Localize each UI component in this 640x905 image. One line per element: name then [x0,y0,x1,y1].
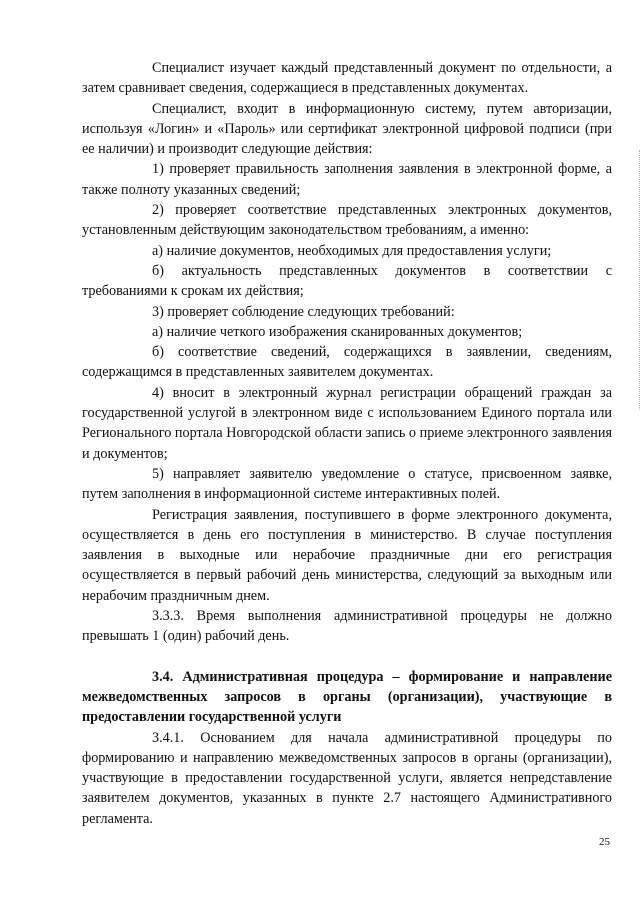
paragraph: Специалист, входит в информационную систему, путем авторизации, используя «Логин» и «Пароль» или сертификат электронной цифровой подписи (при ее наличии) и производит следующие действия: [82,100,612,158]
document-page [82,58,612,829]
paragraph: 3.4.1. Основанием для начала административной процедуры по формированию и направлению межведомственных запросов в органы (организации), участвующие в предоставлении государственной услуги, является непредставление заявителем документов, указанных в пункте 2.7 настоящего Административного регламента. [82,729,612,827]
paragraph: Специалист изучает каждый представленный документ по отдельности, а затем сравнивает сведения, содержащиеся в представленных документах. [82,60,612,97]
sub-list-item: а) наличие четкого изображения сканированных документов; [152,323,523,340]
list-item: 5) направляет заявителю уведомление о статусе, присвоенном заявке, путем заполнения в информационной системе интерактивных полей. [82,465,612,503]
list-item: 2) проверяет соответствие представленных электронных документов, установленным действующим законодательством требованиям, а именно: [82,202,612,239]
list-item: 3) проверяет соблюдение следующих требований: [152,303,455,320]
list-item: 4) вносит в электронный журнал регистрации обращений граждан за государственной услугой в электронном виде с использованием Единого портала или Регионального портала Новгородской области запись о приеме электронного заявления и документов; [82,384,612,462]
paragraph: 3.3.3. Время выполнения административной процедуры не должно превышать 1 (один) рабочий день. [82,608,612,645]
sub-list-item: б) соответствие сведений, содержащихся в заявлении, сведениям, содержащимся в представленных заявителем документах. [82,344,612,381]
scan-edge-marks [635,150,640,410]
page-number: 25 [599,836,610,848]
section-heading: 3.4. Административная процедура – формирование и направление межведомственных запросов в органы (организации), участвующие в предоставлении государственной услуги [82,668,612,726]
sub-list-item: а) наличие документов, необходимых для предоставления услуги; [152,242,552,259]
list-item: 1) проверяет правильность заполнения заявления в электронной форме, а также полноту указанных сведений; [82,161,612,198]
paragraph: Регистрация заявления, поступившего в форме электронного документа, осуществляется в день его поступления в министерство. В случае поступления заявления в выходные или нерабочие праздничные дни его регистрация осуществляется в первый рабочий день министерства, следующий за выходным или нерабочим праздничным днем. [82,506,612,604]
sub-list-item: б) актуальность представленных документов в соответствии с требованиями к срокам их действия; [82,262,612,300]
